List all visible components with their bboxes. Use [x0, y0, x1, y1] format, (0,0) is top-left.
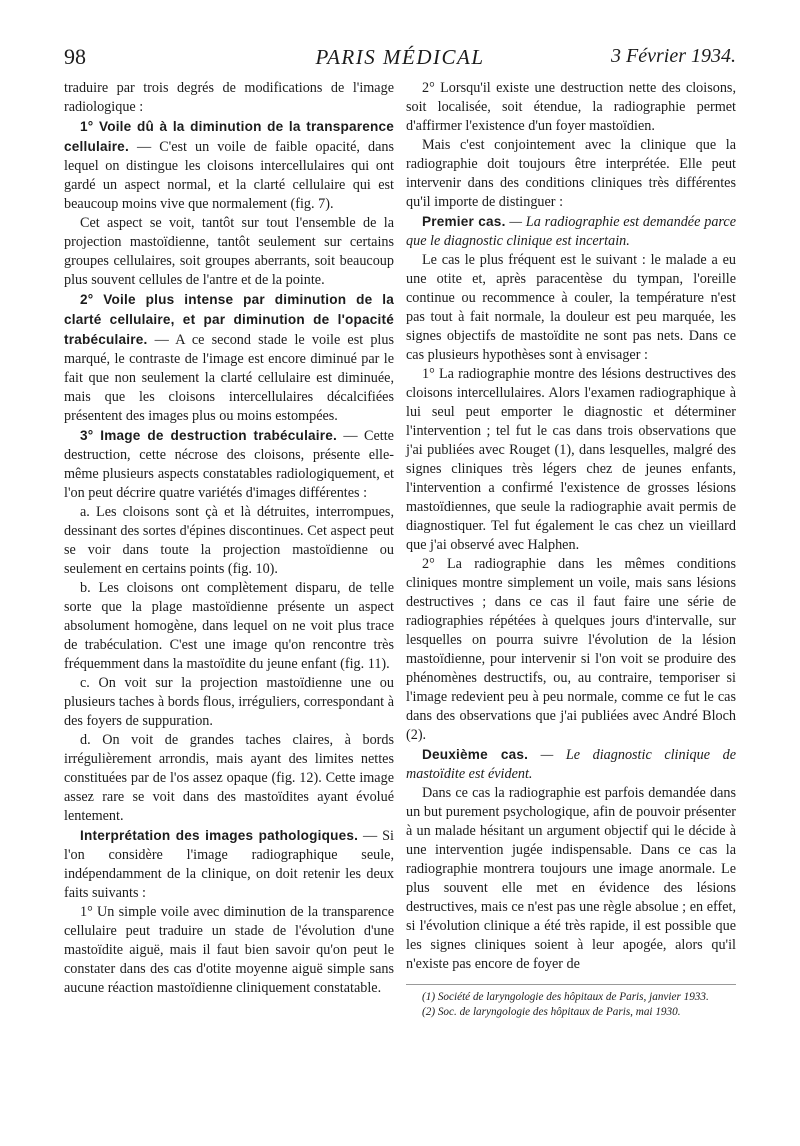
issue-date: 3 Février 1934. [611, 45, 736, 67]
interpretation-paragraph [64, 826, 394, 903]
section-3-paragraph [64, 426, 394, 503]
interpretation-heading: Interprétation des images pathologiques. [80, 828, 359, 843]
case-2-body: Dans ce cas la radiographie est parfois demandée dans un but purement psychologique, afin de pouvoir présenter à un malade hésitant un argument objectif qui le décide à une intervention jugée indispensable. Dans ce cas la radiographie montrera toujours une image anormale. Le plus souvent elle met en évidence des lésions destructives, mais ce n'est pas une règle absolue ; en effet, si l'évolution clinique a été très rapide, il est possible que les signes cliniques soient à leur apogée, alors qu'il n'existe pas encore de foyer de [406, 785, 736, 972]
case-2-title-paragraph [406, 745, 736, 784]
section-1-body: — C'est un voile de faible opacité, dans lequel on distingue les cloisons intercellulaires qui ont gardé un aspect normal, et la clarté cellulaire qui est beaucoup moins vive que normalement (fig. 7). [64, 139, 394, 212]
case-2-heading: Deuxième cas. [422, 747, 529, 762]
section-2-body: — A ce second stade le voile est plus marqué, le contraste de l'image est encore diminué par le fait que non seulement la clarté cellulaire est diminuée, mais que les cloisons intercellulaires décalcifiées présentent des images plus ou moins estompées. [64, 332, 394, 424]
section-3-heading: 3° Image de destruction trabéculaire. [80, 428, 338, 443]
list-item-c: c. On voit sur la projection mastoïdienne une ou plusieurs taches à bords flous, irréguliers, correspondant à des foyers de suppuration. [64, 675, 394, 729]
section-1-heading: 1° Voile dû à la diminution de la transparence cellulaire. [64, 119, 394, 154]
running-header [64, 44, 736, 78]
section-1-paragraph [64, 117, 394, 214]
case-2-title: — Le diagnostic clinique de mastoïdite est évident. [406, 747, 736, 782]
journal-title: PARIS MÉDICAL [315, 45, 485, 69]
interpretation-body: — Si l'on considère l'image radiographique seule, indépendamment de la clinique, on doit retenir les deux faits suivants : [64, 828, 394, 901]
list-item-d: d. On voit de grandes taches claires, à bords irrégulièrement arrondis, mais ayant des limites nettes constituées par de l'os assez opaque (fig. 12). Cette image assez rare se voit dans des mastoïdites ayant évolué lentement. [64, 732, 394, 824]
fact-1-paragraph: 1° Un simple voile avec diminution de la transparence cellulaire peut traduire un stade de l'évolution d'une mastoïdite aiguë, mais il faut bien savoir qu'on peut le constater dans des cas d'otite moyenne aiguë simple sans aucune réaction mastoïdienne cliniquement constatable. [64, 904, 394, 996]
case-1-hypothesis-1: 1° La radiographie montre des lésions destructives des cloisons intercellulaires. Alors l'examen radiographique à lui seul peut emporter le diagnostic et déterminer l'intervention ; tel fut le cas dans trois observations que j'ai publiées avec Rouget (1), dans lesquelles, malgré des signes cliniques très légers chez de jeunes enfants, l'intervention a confirmé l'existence de grosses lésions mastoïdiennes, que seule la radiographie avait permis de diagnostiquer. Tel fut également le cas chez un vieillard que j'ai observé avec Halphen. [406, 366, 736, 553]
section-3-body: — Cette destruction, cette nécrose des cloisons, présente elle-même plusieurs aspects constatables radiologiquement, et l'on peut décrire quatre variétés d'images différentes : [64, 428, 394, 501]
case-1-title: — La radiographie est demandée parce que le diagnostic clinique est incertain. [406, 214, 737, 249]
footnotes [406, 984, 736, 1019]
footnote-2: (2) Soc. de laryngologie des hôpitaux de Paris, mai 1930. [422, 1005, 681, 1018]
list-item-b: b. Les cloisons ont complètement disparu, de telle sorte que la plage mastoïdienne présente un aspect absolument homogène, dans lequel on ne voit plus trace de trabéculation. C'est une image qu'on rencontre très fréquemment dans la mastoïdite du jeune enfant (fig. 11). [64, 580, 394, 672]
intro-paragraph: traduire par trois degrés de modifications de l'image radiologique : [64, 80, 394, 115]
right-column [406, 79, 736, 1019]
fact-2-paragraph: 2° Lorsqu'il existe une destruction nette des cloisons, soit localisée, soit étendue, la radiographie permet d'affirmer l'existence d'un foyer mastoïdien. [406, 80, 736, 134]
case-1-title-paragraph [406, 212, 736, 251]
left-column [64, 79, 394, 998]
clinic-paragraph: Mais c'est conjointement avec la clinique que la radiographie doit toujours être interprétée. Elle peut intervenir dans des conditions cliniques très différentes qu'il importe de distinguer : [406, 137, 736, 210]
section-1-paragraph-2: Cet aspect se voit, tantôt sur tout l'ensemble de la projection mastoïdienne, tantôt seulement sur certains groupes cellulaires, soit groupes aberrants, soit beaucoup plus souvent cellules de l'antre et de la pointe. [64, 215, 394, 288]
section-2-heading: 2° Voile plus intense par diminution de la clarté cellulaire, et par diminution de l'opacité trabéculaire. [64, 292, 394, 347]
case-1-heading: Premier cas. [422, 214, 506, 229]
list-item-a: a. Les cloisons sont çà et là détruites, interrompues, dessinant des sortes d'épines discontinues. Cet aspect peut se voir dans toute la projection mastoïdienne ou seulement en certains points (fig. 10). [64, 504, 394, 577]
footnote-1: (1) Société de laryngologie des hôpitaux de Paris, janvier 1933. [422, 991, 709, 1003]
section-2-paragraph [64, 290, 394, 426]
case-1-body: Le cas le plus fréquent est le suivant : le malade a eu une otite et, après paracentèse du tympan, l'oreille continue ou recommence à couler, la température n'est pas tout à fait normale, la douleur est peu marquée, les signes objectifs de mastoïdite ne sont pas nets. Dans ce cas plusieurs hypothèses sont à envisager : [406, 252, 736, 363]
page-number: 98 [64, 44, 86, 69]
case-1-hypothesis-2: 2° La radiographie dans les mêmes conditions cliniques montre simplement un voile, mais sans lésions destructives ; dans ce cas il faut faire une série de radiographies répétées à quelques jours d'intervalle, sur lesquelles on pourra suivre l'évolution de la lésion mastoïdienne, pour intervenir si l'on voit se produire des phénomènes destructifs, ou, au contraire, temporiser si l'image redevient peu à peu normale, comme ce fut le cas dans des observations que j'ai publiées avec André Bloch (2). [406, 556, 736, 743]
